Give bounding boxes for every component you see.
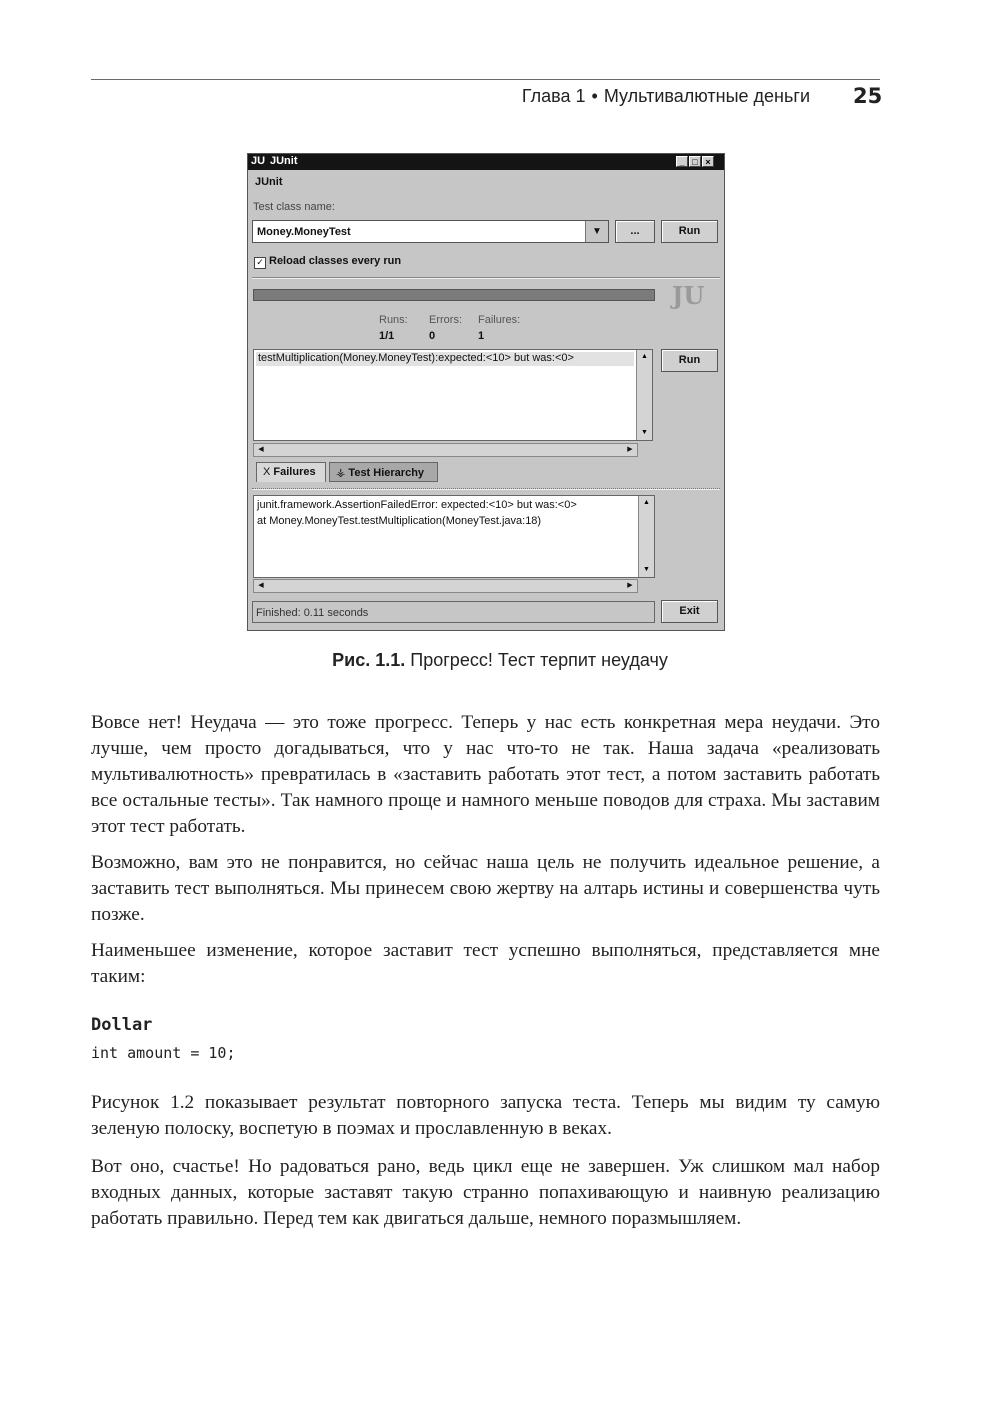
page-number: 25 [853, 84, 883, 108]
scroll-up-icon[interactable]: ▲ [641, 353, 648, 360]
junit-window [247, 153, 725, 631]
scroll-down-icon[interactable]: ▼ [643, 566, 650, 573]
running-header [522, 86, 810, 107]
menu-junit[interactable]: JUnit [255, 176, 283, 188]
tab-test-hierarchy-label: Test Hierarchy [348, 467, 425, 479]
hierarchy-icon: ⚶ [336, 467, 346, 479]
chapter-label: Глава 1 [521, 86, 586, 106]
paragraph: Наименьшее изменение, которое заставит тест успешно выполняться, представляется мне таким: [91, 940, 880, 987]
paragraph: Вовсе нет! Неудача — это тоже прогресс. Теперь у нас есть конкретная мера неудачи. Это лучше, чем просто догадываться, что у нас что-то не так. Наша задача «реализовать мультивалютность» превратилась в «заставить работать этот тест, а потом заставить работать все остальные тесты». Так намного проще и намного меньше поводов для страха. Мы заставим этот тест работать. [91, 712, 880, 837]
failure-row[interactable]: testMultiplication(Money.MoneyTest):expected:<10> but was:<0> [256, 352, 634, 366]
vertical-scrollbar[interactable] [638, 496, 654, 577]
tab-failures-label: Failures [273, 466, 316, 478]
chapter-title: Мультивалютные деньги [603, 86, 810, 106]
scroll-down-icon[interactable]: ▼ [641, 429, 648, 436]
junit-title-icon: JU [251, 155, 266, 167]
scroll-right-icon[interactable]: ▶ [627, 582, 633, 589]
scroll-right-icon[interactable]: ▶ [627, 446, 633, 453]
paragraph: Вот оно, счастье! Но радоваться рано, ведь цикл еще не завершен. Уж слишком мал набор входных данных, которые заставят такую странно попахивающую и наивную реализацию работать правильно. Перед тем как двигаться дальше, немного поразмышляем. [91, 1156, 880, 1229]
tab-test-hierarchy[interactable] [329, 462, 438, 482]
reload-checkbox-label: Reload classes every run [269, 255, 402, 267]
paragraph: Рисунок 1.2 показывает результат повторного запуска теста. Теперь мы видим ту самую зеленую полоску, воспетую в поэмах и прославленную в веках. [91, 1092, 880, 1139]
test-class-label: Test class name: [253, 201, 335, 213]
paragraph: Возможно, вам это не понравится, но сейчас наша цель не получить идеальное решение, а заставить тест выполняться. Мы принесем свою жертву на алтарь истины и совершенства чуть позже. [91, 852, 880, 925]
runs-label: Runs: [379, 314, 408, 326]
window-title: JUnit [270, 155, 298, 167]
stack-trace-line: at Money.MoneyTest.testMultiplication(MoneyTest.java:18) [257, 515, 542, 527]
header-rule [91, 79, 880, 80]
close-icon[interactable]: × [702, 156, 714, 167]
failures-label: Failures: [478, 314, 521, 326]
tab-failures[interactable] [256, 462, 326, 482]
run-button[interactable]: Run [661, 220, 718, 243]
failure-x-icon: X [263, 466, 271, 478]
separator [252, 277, 720, 279]
exit-button[interactable]: Exit [661, 600, 718, 623]
title-bar [248, 154, 724, 170]
chevron-down-icon[interactable]: ▼ [585, 221, 608, 242]
menu-bar [248, 171, 724, 193]
errors-label: Errors: [429, 314, 462, 326]
progress-bar [253, 289, 655, 301]
minimize-icon[interactable]: _ [676, 156, 688, 167]
reload-checkbox[interactable]: ✓ [254, 257, 266, 269]
browse-button[interactable]: ... [615, 220, 655, 243]
scroll-left-icon[interactable]: ◀ [258, 446, 264, 453]
horizontal-scrollbar[interactable] [253, 443, 638, 457]
scroll-up-icon[interactable]: ▲ [643, 499, 650, 506]
code-class-name: Dollar [91, 1015, 153, 1035]
figure-caption [0, 650, 1000, 671]
test-class-combo[interactable] [252, 220, 609, 243]
horizontal-scrollbar[interactable] [253, 579, 638, 593]
test-class-value: Money.MoneyTest [257, 226, 351, 238]
runs-value: 1/1 [379, 330, 395, 342]
code-line: int amount = 10; [91, 1044, 236, 1062]
status-text: Finished: 0.11 seconds [256, 607, 369, 619]
errors-value: 0 [429, 330, 436, 342]
junit-logo: JU [672, 281, 705, 310]
figure-caption-text: Прогресс! Тест терпит неудачу [410, 650, 668, 670]
run-selected-button[interactable]: Run [661, 349, 718, 372]
stack-trace-line: junit.framework.AssertionFailedError: expected:<10> but was:<0> [257, 499, 577, 511]
header-bullet: • [591, 86, 598, 106]
vertical-scrollbar[interactable] [636, 350, 652, 440]
failures-value: 1 [478, 330, 485, 342]
scroll-left-icon[interactable]: ◀ [258, 582, 264, 589]
failures-list[interactable] [253, 349, 653, 441]
splitter[interactable] [252, 488, 720, 490]
status-bar [252, 601, 655, 623]
figure-label: Рис. 1.1. [332, 650, 406, 670]
maximize-icon[interactable]: □ [689, 156, 701, 167]
stack-trace-panel[interactable] [253, 495, 655, 578]
